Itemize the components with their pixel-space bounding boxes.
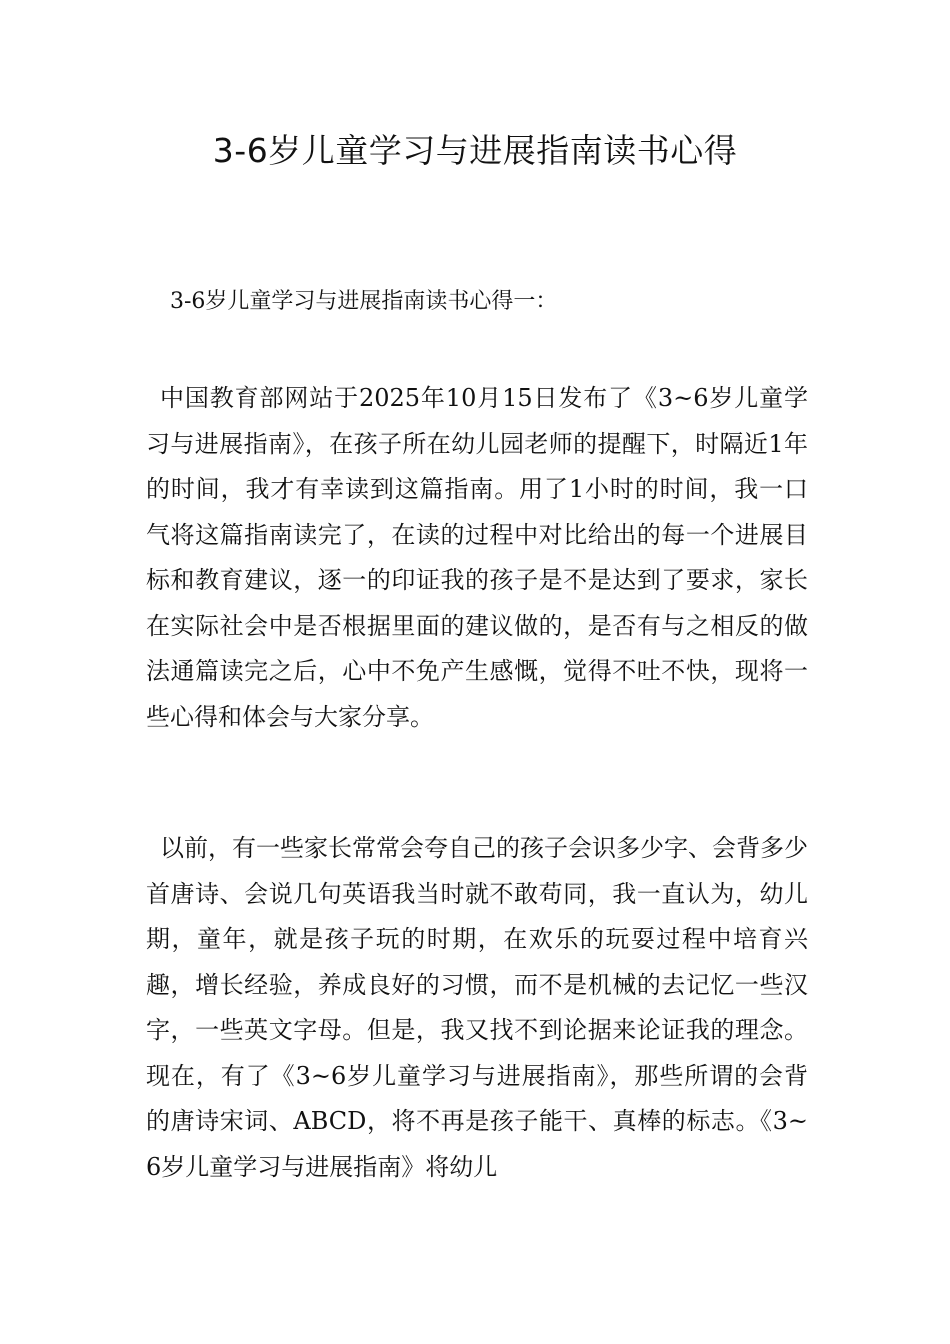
document-title: 3-6岁儿童学习与进展指南读书心得 [212,131,738,170]
paragraph-2: 以前，有一些家长常常会夸自己的孩子会识多少字、会背多少首唐诗、会说几句英语我当时就不敢苟同，我一直认为，幼儿期，童年，就是孩子玩的时期，在欢乐的玩耍过程中培育兴趣，增长经验，养成良好的习惯，而不是机械的去记忆一些汉字，一些英文字母。但是，我又找不到论据来论证我的理念。现在，有了《3~6岁儿童学习与进展指南》，那些所谓的会背的唐诗宋词、ABCD，将不再是孩子能干、真棒的标志。《3~6岁儿童学习与进展指南》将幼儿 [146,834,808,1181]
section-heading: 3-6岁儿童学习与进展指南读书心得一： [170,289,558,314]
paragraph-1: 中国教育部网站于2025年10月15日发布了《3~6岁儿童学习与进展指南》，在孩子所在幼儿园老师的提醒下，时隔近1年的时间，我才有幸读到这篇指南。用了1小时的时间，我一口气将这篇指南读完了，在读的过程中对比给出的每一个进展目标和教育建议，逐一的印证我的孩子是不是达到了要求，家长在实际社会中是否根据里面的建议做的，是否有与之相反的做法通篇读完之后，心中不免产生感慨，觉得不吐不快，现将一些心得和体会与大家分享。 [146,384,808,731]
